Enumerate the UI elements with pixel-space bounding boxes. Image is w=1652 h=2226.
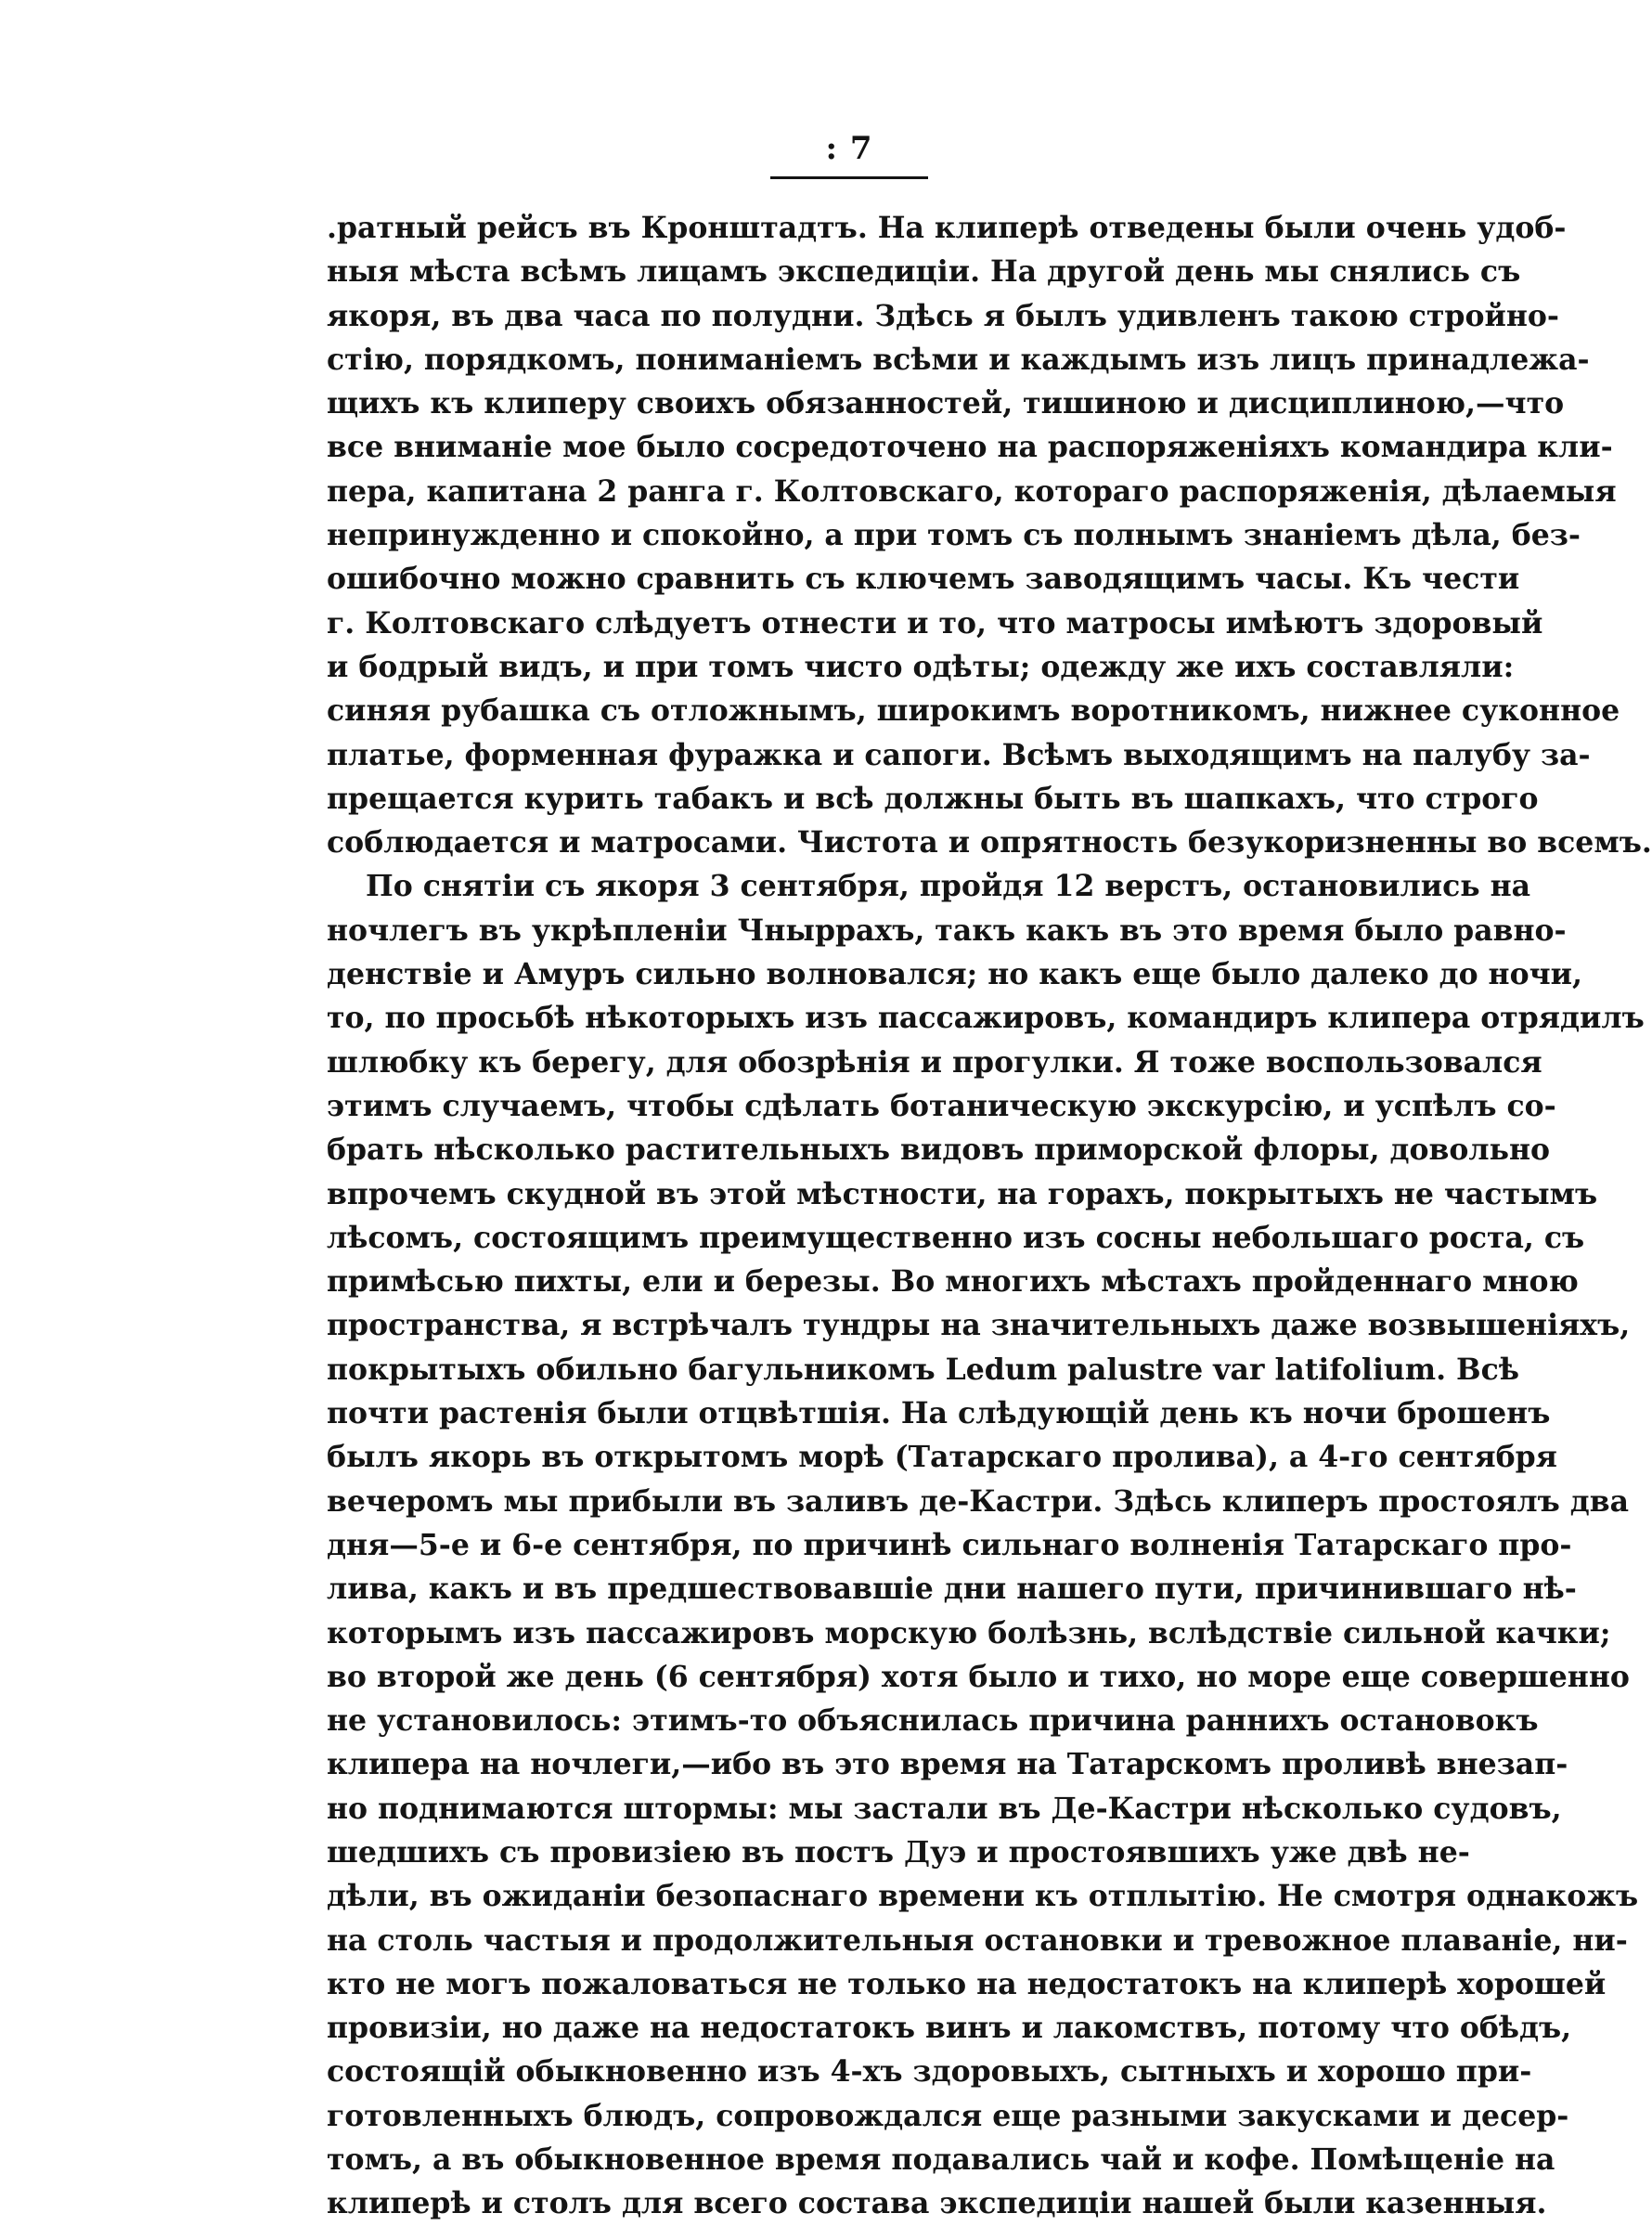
text-line: которымъ изъ пассажировъ морскую болѣзнь, вслѣдствіе сильной качки; (327, 1615, 1611, 1650)
text-line: прещается курить табакъ и всѣ должны быть въ шапкахъ, что строго (327, 781, 1539, 816)
text-line: пространства, я встрѣчалъ тундры на значительныхъ даже возвышеніяхъ, (327, 1308, 1631, 1343)
text-line: синяя рубашка съ отложнымъ, широкимъ воротникомъ, нижнее суконное (327, 693, 1620, 729)
text-line: этимъ случаемъ, чтобы сдѣлать ботаническую экскурсію, и успѣлъ со- (327, 1088, 1556, 1123)
text-line: во второй же день (6 сентября) хотя было и тихо, но море еще совершенно (327, 1659, 1630, 1694)
body-text (327, 206, 1652, 2226)
text-line: щихъ къ клиперу своихъ обязанностей, тишиною и дисциплиною,—что (327, 386, 1565, 421)
text-line: почти растенія были отцвѣтшія. На слѣдующій день къ ночи брошенъ (327, 1396, 1551, 1431)
text-line: пера, капитана 2 ранга г. Колтовскаго, котораго распоряженія, дѣлаемыя (327, 473, 1617, 509)
text-line: томъ, а въ обыкновенное время подавались чай и кофе. Помѣщеніе на (327, 2142, 1555, 2178)
text-line: непринужденно и спокойно, а при томъ съ полнымъ знаніемъ дѣла, без- (327, 518, 1581, 553)
text-line: г. Колтовскаго слѣдуетъ отнести и то, что матросы имѣютъ здоровый (327, 605, 1543, 641)
text-line: но поднимаются штормы: мы застали въ Де-Кастри нѣсколько судовъ, (327, 1791, 1562, 1826)
text-line: готовленныхъ блюдъ, сопровождался еще разными закусками и десер- (327, 2098, 1569, 2133)
text-line: покрытыхъ обильно багульникомъ Ledum palustre var latifolium. Всѣ (327, 1352, 1519, 1387)
text-line: брать нѣсколько растительныхъ видовъ приморской флоры, довольно (327, 1132, 1551, 1168)
text-line: лѣсомъ, состоящимъ преимущественно изъ сосны небольшаго роста, съ (327, 1220, 1585, 1255)
text-line-paragraph-end: клиперѣ и столъ для всего состава экспедиціи нашей были казенныя. (327, 2186, 1547, 2221)
text-line: лива, какъ и въ предшествовавшіе дни нашего пути, причинившаго нѣ- (327, 1572, 1577, 1607)
text-line: клипера на ночлеги,—ибо въ это время на Татарскомъ проливѣ внезап- (327, 1747, 1568, 1782)
text-line: ночлегъ въ укрѣпленіи Чныррахъ, такъ какъ въ это время было равно- (327, 912, 1567, 948)
text-line: якоря, въ два часа по полудни. Здѣсь я былъ удивленъ такою стройно- (327, 298, 1559, 333)
header-rule (770, 176, 928, 179)
text-line: провизіи, но даже на недостатокъ винъ и лакомствъ, потому что обѣдъ, (327, 2011, 1572, 2046)
text-line: шлюбку къ берегу, для обозрѣнія и прогулки. Я тоже воспользовался (327, 1044, 1542, 1080)
text-line: примѣсью пихты, ели и березы. Во многихъ мѣстахъ пройденнаго мною (327, 1264, 1579, 1300)
text-line: вечеромъ мы прибыли въ заливъ де-Кастри. Здѣсь клиперъ простоялъ два (327, 1483, 1630, 1519)
page-number: : 7 (825, 130, 873, 167)
text-line: .ратный рейсъ въ Кронштадтъ. На клиперѣ отведены были очень удоб- (327, 211, 1567, 245)
text-line: то, по просьбѣ нѣкоторыхъ изъ пассажировъ, командиръ клипера отрядилъ (327, 1001, 1645, 1036)
text-line: впрочемъ скудной въ этой мѣстности, на горахъ, покрытыхъ не частымъ (327, 1176, 1598, 1211)
text-line: все вниманіе мое было сосредоточено на распоряженіяхъ командира кли- (327, 430, 1613, 465)
text-line-paragraph-end: соблюдается и матросами. Чистота и опрятность безукоризненны во всемъ. (327, 825, 1652, 861)
text-line: стію, порядкомъ, пониманіемъ всѣми и каждымъ изъ лицъ принадлежа- (327, 342, 1590, 377)
text-line: дня—5-е и 6-е сентября, по причинѣ сильнаго волненія Татарскаго про- (327, 1527, 1572, 1562)
text-line-paragraph-start: По снятіи съ якоря 3 сентября, пройдя 12 верстъ, остановились на (366, 869, 1531, 904)
text-line: шедшихъ съ провизіею въ постъ Дуэ и простоявшихъ уже двѣ не- (327, 1834, 1470, 1870)
text-line: состоящій обыкновенно изъ 4-хъ здоровыхъ, сытныхъ и хорошо при- (327, 2054, 1532, 2090)
text-line: кто не могъ пожаловаться не только на недостатокъ на клиперѣ хорошей (327, 1966, 1607, 2001)
text-line: ныя мѣста всѣмъ лицамъ экспедиціи. На другой день мы снялись съ (327, 254, 1521, 290)
text-line: былъ якорь въ открытомъ морѣ (Татарскаго пролива), а 4-го сентября (327, 1440, 1557, 1475)
text-line: дѣли, въ ожиданіи безопаснаго времени къ отплытію. Не смотря однакожъ (327, 1879, 1639, 1914)
text-line: денствіе и Амуръ сильно волновался; но какъ еще было далеко до ночи, (327, 957, 1582, 992)
text-line: ошибочно можно сравнить съ ключемъ заводящимъ часы. Къ чести (327, 562, 1520, 597)
text-line: и бодрый видъ, и при томъ чисто одѣты; одежду же ихъ составляли: (327, 649, 1515, 684)
text-line: не установилось: этимъ-то объяснилась причина раннихъ остановокъ (327, 1703, 1539, 1739)
text-line: на столь частыя и продолжительныя остановки и тревожное плаваніе, ни- (327, 1922, 1628, 1958)
text-line: платье, форменная фуражка и сапоги. Всѣмъ выходящимъ на палубу за- (327, 737, 1591, 772)
